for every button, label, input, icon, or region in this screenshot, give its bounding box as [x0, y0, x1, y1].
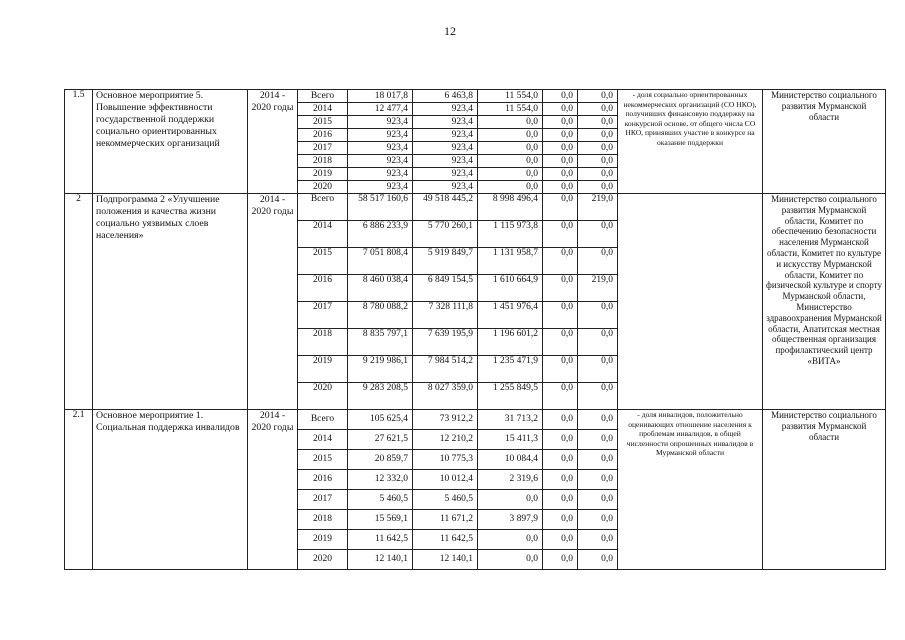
amount-cell: 0,0	[543, 550, 578, 570]
amount-cell: 0,0	[478, 530, 543, 550]
amount-cell: 5 919 849,7	[413, 248, 478, 275]
executor: Министерство социального развития Мурманской области	[763, 90, 886, 194]
amount-cell: 0,0	[543, 116, 578, 129]
amount-cell: 0,0	[578, 302, 618, 329]
amount-cell: 6 463,8	[413, 90, 478, 103]
year-cell: 2015	[298, 248, 348, 275]
amount-cell: 0,0	[543, 410, 578, 430]
amount-cell: 0,0	[578, 430, 618, 450]
amount-cell: 5 460,5	[348, 490, 413, 510]
amount-cell: 0,0	[578, 221, 618, 248]
amount-cell: 1 131 958,7	[478, 248, 543, 275]
amount-cell: 73 912,2	[413, 410, 478, 430]
amount-cell: 0,0	[578, 248, 618, 275]
amount-cell: 7 051 808,4	[348, 248, 413, 275]
amount-cell: 12 477,4	[348, 103, 413, 116]
amount-cell: 0,0	[578, 181, 618, 194]
amount-cell: 0,0	[478, 550, 543, 570]
amount-cell: 0,0	[578, 129, 618, 142]
amount-cell: 11 642,5	[348, 530, 413, 550]
amount-cell: 0,0	[478, 155, 543, 168]
amount-cell: 5 460,5	[413, 490, 478, 510]
amount-cell: 0,0	[543, 90, 578, 103]
amount-cell: 12 140,1	[348, 550, 413, 570]
amount-cell: 0,0	[578, 490, 618, 510]
amount-cell: 6 886 233,9	[348, 221, 413, 248]
amount-cell: 0,0	[578, 410, 618, 430]
amount-cell: 923,4	[413, 168, 478, 181]
amount-cell: 0,0	[478, 490, 543, 510]
amount-cell: 923,4	[348, 155, 413, 168]
amount-cell: 0,0	[478, 142, 543, 155]
amount-cell: 0,0	[543, 302, 578, 329]
amount-cell: 0,0	[543, 470, 578, 490]
amount-cell: 0,0	[543, 155, 578, 168]
amount-cell: 923,4	[413, 142, 478, 155]
amount-cell: 0,0	[543, 221, 578, 248]
amount-cell: 923,4	[413, 181, 478, 194]
amount-cell: 7 984 514,2	[413, 356, 478, 383]
amount-cell: 0,0	[543, 181, 578, 194]
amount-cell: 0,0	[578, 450, 618, 470]
amount-cell: 10 775,3	[413, 450, 478, 470]
year-cell: 2015	[298, 116, 348, 129]
amount-cell: 0,0	[543, 168, 578, 181]
amount-cell: 0,0	[543, 530, 578, 550]
amount-cell: 7 328 111,8	[413, 302, 478, 329]
indicator: - доля социально ориентированных некоммерческих организаций (СО НКО), получивших финансовую поддержку на конкурсной основе, от общего числа СО НКО, принявших участие в конкурсе на оказание поддержки	[618, 90, 763, 194]
amount-cell: 0,0	[578, 550, 618, 570]
amount-cell: 12 210,2	[413, 430, 478, 450]
executor: Министерство социального развития Мурманской области, Комитет по обеспечению безопасности населения Мурманской области, Комитет по культуре и искусству Мурманской области, Комитет по физической культуре и спорту Мурманской области, Министерство здравоохранения Мурманской области, Апатитская местная общественная организация профилактический центр «ВИТА»	[763, 194, 886, 410]
amount-cell: 58 517 160,6	[348, 194, 413, 221]
amount-cell: 0,0	[543, 129, 578, 142]
year-cell: 2014	[298, 221, 348, 248]
amount-cell: 0,0	[543, 275, 578, 302]
amount-cell: 0,0	[543, 103, 578, 116]
amount-cell: 10 084,4	[478, 450, 543, 470]
amount-cell: 1 115 973,8	[478, 221, 543, 248]
row-number: 2	[65, 194, 93, 410]
amount-cell: 0,0	[543, 450, 578, 470]
amount-cell: 27 621,5	[348, 430, 413, 450]
amount-cell: 15 411,3	[478, 430, 543, 450]
amount-cell: 0,0	[543, 490, 578, 510]
amount-cell: 11 671,2	[413, 510, 478, 530]
amount-cell: 9 283 208,5	[348, 383, 413, 410]
amount-cell: 12 140,1	[413, 550, 478, 570]
amount-cell: 0,0	[543, 329, 578, 356]
amount-cell: 0,0	[478, 168, 543, 181]
period: 2014 - 2020 годы	[248, 90, 298, 194]
year-cell: 2018	[298, 329, 348, 356]
row-number: 1.5	[65, 90, 93, 194]
amount-cell: 6 849 154,5	[413, 275, 478, 302]
year-cell: 2020	[298, 550, 348, 570]
period: 2014 - 2020 годы	[248, 194, 298, 410]
amount-cell: 219,0	[578, 275, 618, 302]
amount-cell: 0,0	[578, 383, 618, 410]
amount-cell: 1 235 471,9	[478, 356, 543, 383]
amount-cell: 0,0	[478, 181, 543, 194]
amount-cell: 0,0	[578, 90, 618, 103]
year-cell: Всего	[298, 90, 348, 103]
amount-cell: 0,0	[478, 116, 543, 129]
amount-cell: 0,0	[578, 530, 618, 550]
amount-cell: 923,4	[348, 168, 413, 181]
amount-cell: 1 610 664,9	[478, 275, 543, 302]
amount-cell: 10 012,4	[413, 470, 478, 490]
amount-cell: 0,0	[578, 356, 618, 383]
amount-cell: 9 219 986,1	[348, 356, 413, 383]
amount-cell: 0,0	[578, 168, 618, 181]
amount-cell: 11 554,0	[478, 103, 543, 116]
amount-cell: 8 460 038,4	[348, 275, 413, 302]
year-cell: 2019	[298, 168, 348, 181]
amount-cell: 31 713,2	[478, 410, 543, 430]
amount-cell: 18 017,8	[348, 90, 413, 103]
amount-cell: 5 770 260,1	[413, 221, 478, 248]
year-cell: 2020	[298, 383, 348, 410]
measure-name: Подпрограмма 2 «Улучшение положения и качества жизни социально уязвимых слоев населения»	[93, 194, 248, 410]
amount-cell: 0,0	[578, 155, 618, 168]
amount-cell: 0,0	[543, 248, 578, 275]
year-cell: 2017	[298, 302, 348, 329]
amount-cell: 0,0	[578, 116, 618, 129]
period: 2014 - 2020 годы	[248, 410, 298, 570]
amount-cell: 923,4	[413, 116, 478, 129]
amount-cell: 0,0	[578, 142, 618, 155]
amount-cell: 105 625,4	[348, 410, 413, 430]
amount-cell: 0,0	[578, 103, 618, 116]
year-cell: 2014	[298, 103, 348, 116]
amount-cell: 2 319,6	[478, 470, 543, 490]
year-cell: 2018	[298, 510, 348, 530]
amount-cell: 11 642,5	[413, 530, 478, 550]
year-cell: 2019	[298, 530, 348, 550]
amount-cell: 11 554,0	[478, 90, 543, 103]
amount-cell: 0,0	[543, 142, 578, 155]
year-cell: 2016	[298, 275, 348, 302]
year-cell: 2017	[298, 142, 348, 155]
amount-cell: 7 639 195,9	[413, 329, 478, 356]
amount-cell: 1 451 976,4	[478, 302, 543, 329]
amount-cell: 923,4	[348, 142, 413, 155]
year-cell: 2016	[298, 129, 348, 142]
year-cell: 2014	[298, 430, 348, 450]
table-row	[65, 194, 886, 221]
year-cell: 2017	[298, 490, 348, 510]
amount-cell: 923,4	[348, 181, 413, 194]
amount-cell: 923,4	[413, 103, 478, 116]
program-table	[64, 89, 886, 570]
table-row	[65, 410, 886, 430]
page-number: 12	[444, 24, 456, 38]
amount-cell: 0,0	[543, 383, 578, 410]
amount-cell: 923,4	[348, 129, 413, 142]
row-number: 2.1	[65, 410, 93, 570]
measure-name: Основное мероприятие 5. Повышение эффективности государственной поддержки социально ориентированных некоммерческих организаций	[93, 90, 248, 194]
amount-cell: 8 835 797,1	[348, 329, 413, 356]
year-cell: 2016	[298, 470, 348, 490]
amount-cell: 3 897,9	[478, 510, 543, 530]
amount-cell: 1 196 601,2	[478, 329, 543, 356]
amount-cell: 8 998 496,4	[478, 194, 543, 221]
year-cell: 2018	[298, 155, 348, 168]
amount-cell: 0,0	[543, 356, 578, 383]
indicator: - доля инвалидов, положительно оценивающих отношение населения к проблемам инвалидов, в общей численности опрошенных инвалидов в Мурманской области	[618, 410, 763, 570]
amount-cell: 923,4	[348, 116, 413, 129]
amount-cell: 1 255 849,5	[478, 383, 543, 410]
amount-cell: 8 027 359,0	[413, 383, 478, 410]
table-row	[65, 90, 886, 103]
amount-cell: 8 780 088,2	[348, 302, 413, 329]
amount-cell: 20 859,7	[348, 450, 413, 470]
amount-cell: 0,0	[578, 329, 618, 356]
year-cell: Всего	[298, 410, 348, 430]
amount-cell: 0,0	[543, 510, 578, 530]
amount-cell: 923,4	[413, 129, 478, 142]
amount-cell: 0,0	[578, 510, 618, 530]
amount-cell: 0,0	[578, 470, 618, 490]
amount-cell: 0,0	[543, 194, 578, 221]
year-cell: Всего	[298, 194, 348, 221]
executor: Министерство социального развития Мурманской области	[763, 410, 886, 570]
amount-cell: 219,0	[578, 194, 618, 221]
year-cell: 2015	[298, 450, 348, 470]
measure-name: Основное мероприятие 1. Социальная поддержка инвалидов	[93, 410, 248, 570]
amount-cell: 15 569,1	[348, 510, 413, 530]
amount-cell: 49 518 445,2	[413, 194, 478, 221]
amount-cell: 0,0	[543, 430, 578, 450]
amount-cell: 0,0	[478, 129, 543, 142]
indicator	[618, 194, 763, 410]
year-cell: 2019	[298, 356, 348, 383]
amount-cell: 923,4	[413, 155, 478, 168]
amount-cell: 12 332,0	[348, 470, 413, 490]
year-cell: 2020	[298, 181, 348, 194]
